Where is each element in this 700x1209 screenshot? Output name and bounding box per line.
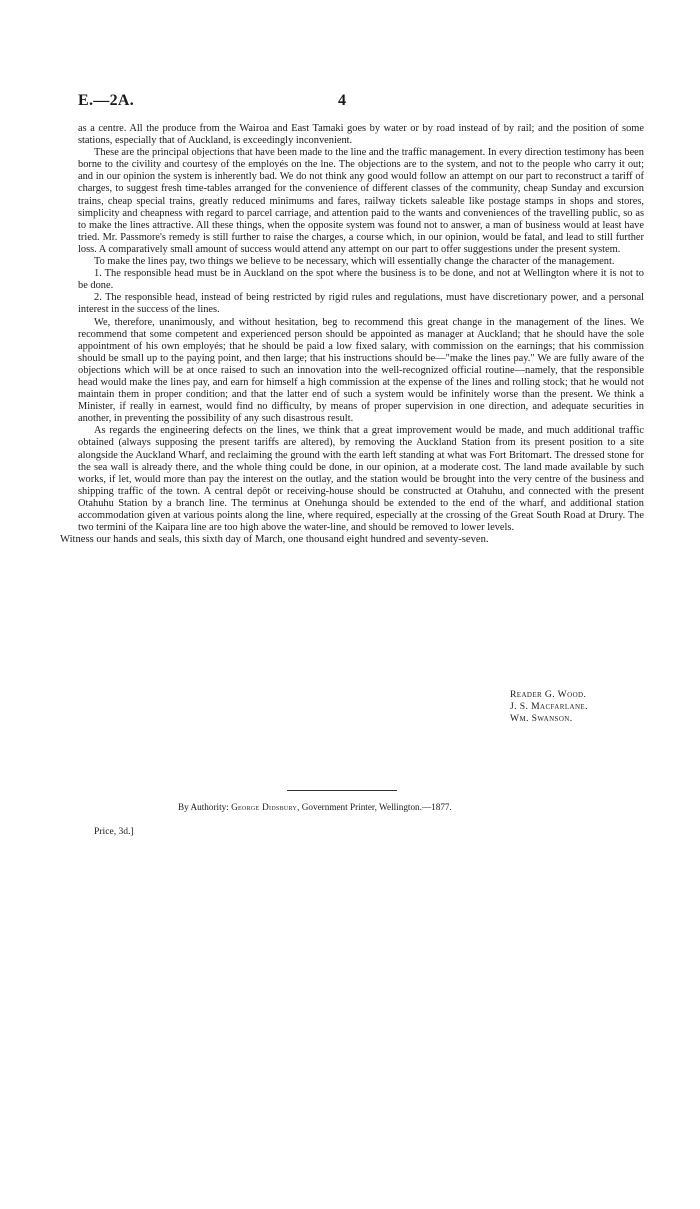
paragraph: We, therefore, unanimously, and without hesitation, beg to recommend this great change in the management of the lines. We recommend that some competent and experienced person should be appointed as manager at Auckland; that he should have the sole appointment of his own employés; that he should be paid a low fixed salary, with commission on the earnings; that his commission should be small up to the paying point, and then large; that his instructions should be—"make the lines pay." We are fully aware of the objections which will be at once raised to such an innovation into the well-recognized official routine—namely, that the responsible head would make the lines pay, and earn for himself a high commission at the expense of the lines and rolling stock; that he would not maintain them in proper condition; and that the latter end of such a system would be infinitely worse than the present. We think a Minister, if really in earnest, would find no difficulty, by means of proper supervision in one direction, and adequate securities in another, in preventing the possibility of any such disastrous result. [78, 316, 644, 425]
signature: Wm. Swanson. [510, 713, 573, 725]
authority-prefix: By Authority: [178, 802, 229, 812]
paragraph: As regards the engineering defects on the lines, we think that a great improvement would be made, and much additional traffic obtained (always supposing the present tariffs are altered), by removing the Auckland Station from its present position to a site alongside the Auckland Wharf, and reclaiming the ground with the earth left standing at what was Fort Britomart. The dressed stone for the sea wall is already there, and the whole thing could be done, in our opinion, at a moderate cost. The land made available by such works, if let, would more than pay the interest on the outlay, and the station would be brought into the very centre of the business and shipping traffic of the town. A central depôt or receiving-house should be constructed at Otahuhu, and connected with the present Otahuhu Station by a branch line. The terminus at Onehunga should be extended to the end of the wharf, and additional station accommodation given at various points along the line, where required, especially at the crossing of the Great South Road at Drury. The two termini of the Kaipara line are too high above the water-line, and should be removed to lower levels. [78, 425, 644, 534]
list-item: 2. The responsible head, instead of being restricted by rigid rules and regulations, must have discretionary power, and a personal interest in the success of the lines. [78, 292, 644, 316]
body-text [60, 123, 644, 546]
document-reference: E.—2A. [78, 92, 135, 109]
page-number: 4 [338, 92, 346, 109]
page-header [78, 92, 644, 116]
signature-block [510, 689, 588, 726]
authority-suffix: , Government Printer, Wellington.—1877. [297, 802, 452, 812]
signature: J. S. Macfarlane. [510, 701, 588, 713]
closing-statement: Witness our hands and seals, this sixth day of March, one thousand eight hundred and seventy-seven. [60, 534, 489, 546]
printer-imprint [178, 802, 452, 812]
signature: Reader G. Wood. [510, 689, 587, 700]
paragraph: as a centre. All the produce from the Wairoa and East Tamaki goes by water or by road instead of by rail; and the position of some stations, especially that of Auckland, is exceedingly inconvenient. [78, 123, 644, 147]
printer-name: George Didsbury [231, 802, 298, 812]
paragraph: To make the lines pay, two things we believe to be necessary, which will essentially change the character of the management. [94, 256, 615, 268]
list-item: 1. The responsible head must be in Auckland on the spot where the business is to be done, and not at Wellington where it is not to be done. [78, 268, 644, 292]
divider [287, 790, 397, 791]
price-note: Price, 3d.] [94, 826, 134, 837]
paragraph: These are the principal objections that have been made to the line and the traffic management. In every direction testimony has been borne to the civility and courtesy of the employés on the lne. The objections are to the system, and not to the people who carry it out; and in our opinion the system is inherently bad. We do not think any good would follow an attempt on our part to reconstruct a tariff of charges, to suggest fresh time-tables arranged for the convenience of different classes of the community, cheap Sunday and excursion trains, cheap special trains, greatly reduced minimums and fares, railway tickets saleable like postage stamps in shops and stores, simplicity and cheapness with regard to parcel carriage, and attention paid to the wants and conveniences of the travelling public, so as to make the lines attractive. All these things, when the opposite system was found not to answer, a man of business would at least have tried. Mr. Passmore's remedy is still further to raise the charges, a course which, in our opinion, would be fatal, and lead to still further loss. A comparatively small amount of success would attend any attempt on our part to offer suggestions under the present system. [78, 147, 644, 255]
